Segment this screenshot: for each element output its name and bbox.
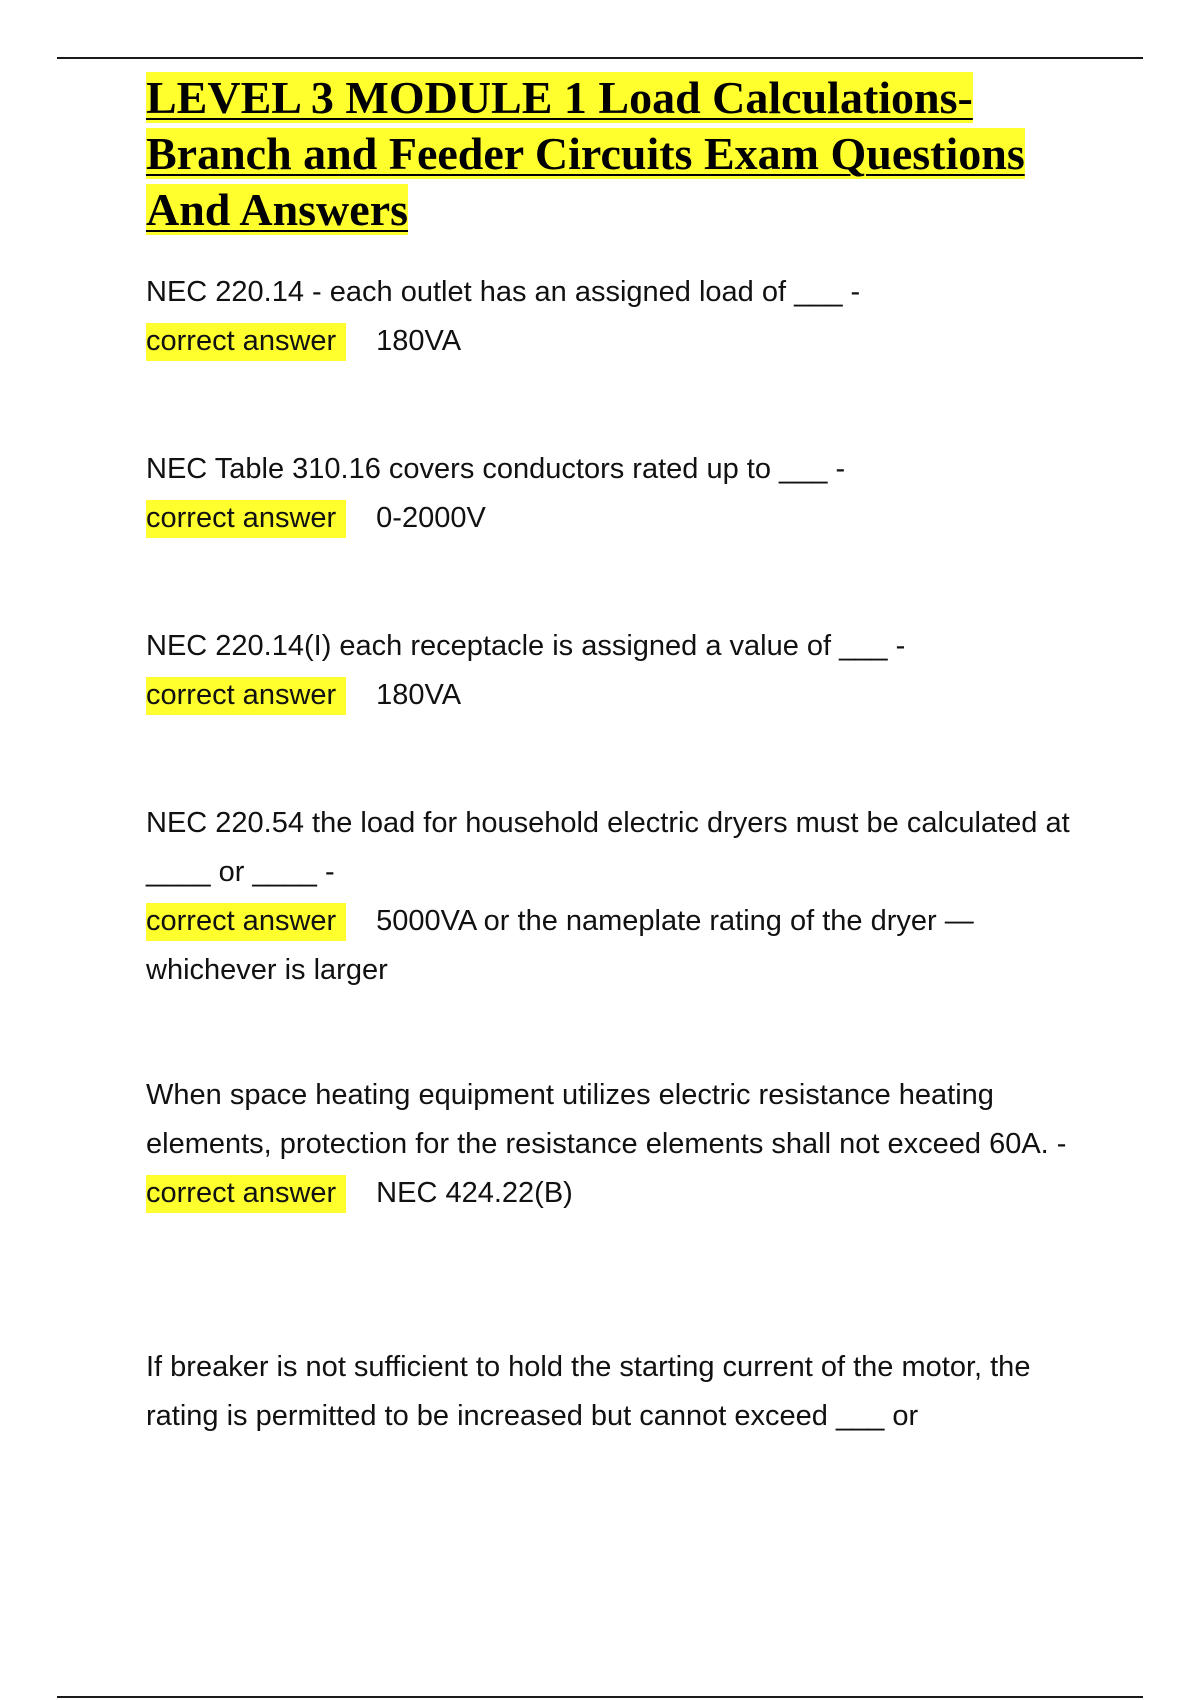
- bottom-rule: [57, 1696, 1143, 1698]
- document-body: [146, 70, 1106, 1441]
- answer-line: [146, 671, 1106, 720]
- correct-answer-label: correct answer: [146, 500, 346, 538]
- question-text: NEC 220.14 - each outlet has an assigned load of ___ -: [146, 276, 861, 308]
- answer-text: 180VA: [376, 679, 462, 711]
- answer-line: [146, 494, 1106, 543]
- correct-answer-label: correct answer: [146, 1175, 346, 1213]
- question-text: If breaker is not sufficient to hold the starting current of the motor, the rating is permitted to be increased but cannot exceed ___ or: [146, 1351, 1031, 1432]
- qa-item: [146, 799, 1106, 1071]
- qa-item: [146, 622, 1106, 799]
- question-text: NEC 220.54 the load for household electric dryers must be calculated at ____ or ____ -: [146, 807, 1070, 888]
- answer-line: [146, 897, 1106, 995]
- answer-text: 0-2000V: [376, 502, 486, 534]
- top-rule: [57, 57, 1143, 59]
- question-text: NEC 220.14(I) each receptacle is assigned a value of ___ -: [146, 630, 906, 662]
- correct-answer-label: correct answer: [146, 677, 346, 715]
- document-title: LEVEL 3 MODULE 1 Load Calculations-Branch and Feeder Circuits Exam Questions And Answers: [146, 72, 1025, 235]
- qa-item: [146, 1343, 1106, 1441]
- question-text: NEC Table 310.16 covers conductors rated up to ___ -: [146, 453, 846, 485]
- qa-item: [146, 268, 1106, 445]
- answer-text: NEC 424.22(B): [376, 1177, 573, 1209]
- correct-answer-label: correct answer: [146, 903, 346, 941]
- answer-text: 180VA: [376, 325, 462, 357]
- qa-item: [146, 445, 1106, 622]
- question-text: When space heating equipment utilizes electric resistance heating elements, protection for the resistance elements shall not exceed 60A. -: [146, 1079, 1067, 1160]
- correct-answer-label: correct answer: [146, 323, 346, 361]
- qa-item: [146, 1071, 1106, 1343]
- answer-line: [146, 1169, 1106, 1218]
- answer-text: 5000VA or the nameplate rating of the dryer — whichever is larger: [146, 905, 974, 986]
- qa-list: [146, 268, 1106, 1441]
- answer-line: [146, 317, 1106, 366]
